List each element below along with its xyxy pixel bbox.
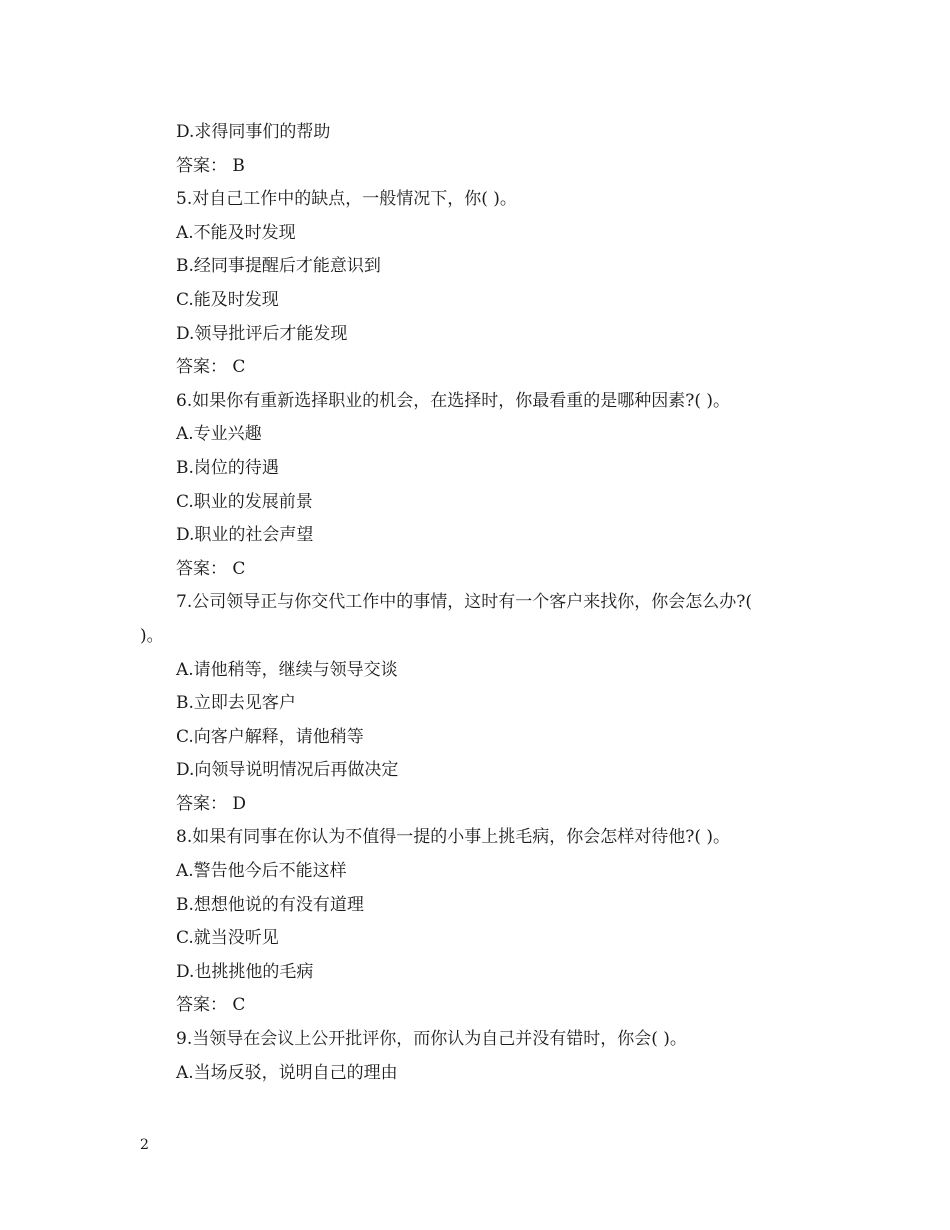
answer-6: 答案： C [176, 558, 246, 579]
answer-4: 答案： B [176, 155, 245, 176]
option-5d: D.领导批评后才能发现 [176, 323, 348, 344]
question-5: 5.对自己工作中的缺点，一般情况下，你( )。 [176, 189, 517, 210]
page-number: 2 [140, 1137, 149, 1153]
question-9: 9.当领导在会议上公开批评你，而你认为自己并没有错时，你会( )。 [176, 1029, 687, 1050]
option-7c: C.向客户解释，请他稍等 [176, 726, 364, 747]
option-7b: B.立即去见客户 [176, 693, 296, 714]
answer-7: 答案： D [176, 793, 247, 814]
option-6b: B.岗位的待遇 [176, 457, 279, 478]
option-8b: B.想想他说的有没有道理 [176, 894, 364, 915]
question-7: 7.公司领导正与你交代工作中的事情，这时有一个客户来找你，你会怎么办?( [176, 592, 752, 613]
option-6d: D.职业的社会声望 [176, 525, 314, 546]
option-5c: C.能及时发现 [176, 289, 279, 310]
option-8d: D.也挑挑他的毛病 [176, 961, 314, 982]
option-6c: C.职业的发展前景 [176, 491, 313, 512]
option-7a: A.请他稍等，继续与领导交谈 [176, 659, 398, 680]
answer-8: 答案： C [176, 995, 246, 1016]
option-9a: A.当场反驳，说明自己的理由 [176, 1062, 398, 1083]
option-6a: A.专业兴趣 [176, 424, 262, 445]
document-body [140, 116, 820, 1090]
option-8c: C.就当没听见 [176, 928, 279, 949]
option-5a: A.不能及时发现 [176, 222, 296, 243]
option-7d: D.向领导说明情况后再做决定 [176, 760, 399, 781]
question-6: 6.如果你有重新选择职业的机会，在选择时，你最看重的是哪种因素?( )。 [176, 390, 731, 411]
question-7-continuation: )。 [140, 625, 164, 646]
question-8: 8.如果有同事在你认为不值得一提的小事上挑毛病，你会怎样对待他?( )。 [176, 827, 731, 848]
answer-5: 答案： C [176, 357, 246, 378]
option-5b: B.经同事提醒后才能意识到 [176, 256, 381, 277]
option-8a: A.警告他今后不能这样 [176, 861, 347, 882]
option-4d: D.求得同事们的帮助 [176, 122, 331, 142]
